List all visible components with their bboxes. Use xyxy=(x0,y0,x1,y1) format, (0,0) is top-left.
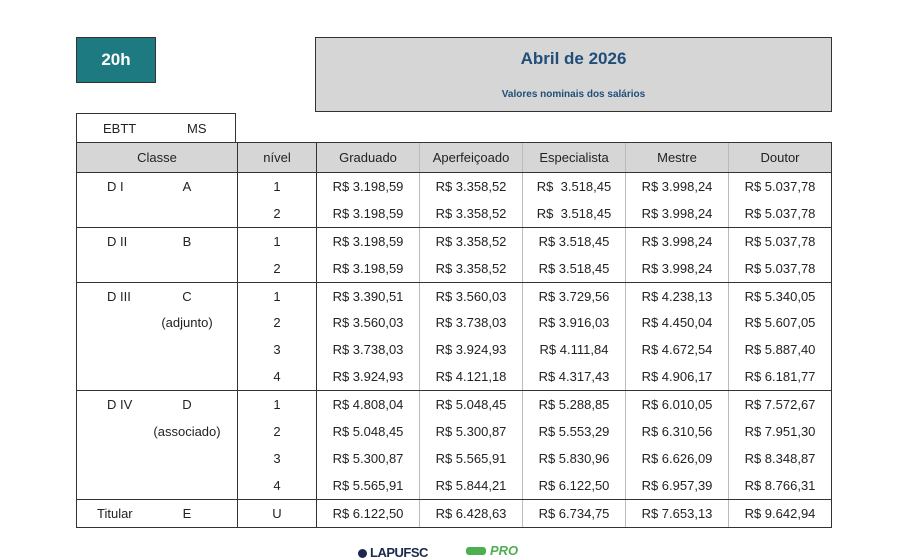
table-row xyxy=(77,309,832,336)
classe-cell xyxy=(77,336,238,363)
salary-cell: R$ 3.518,45 xyxy=(523,200,626,227)
classe-cell xyxy=(77,472,238,499)
salary-cell: R$ 3.198,59 xyxy=(332,178,404,194)
classe-cell xyxy=(77,418,238,445)
nivel-cell: 2 xyxy=(238,200,317,227)
header-level: Graduado xyxy=(317,143,420,173)
salary-cell: R$ 3.358,52 xyxy=(420,255,523,282)
salary-cell: R$ 3.358,52 xyxy=(420,173,523,200)
salary-cell: R$ 5.288,85 xyxy=(523,391,626,418)
salary-cell: R$ 6.181,77 xyxy=(729,363,832,390)
salary-cell: R$ 3.560,03 xyxy=(332,315,404,331)
header-level: Mestre xyxy=(626,143,729,173)
table-body xyxy=(77,173,832,528)
salary-cell: R$ 5.037,78 xyxy=(729,173,832,200)
pro-logo: PRO xyxy=(466,545,544,559)
table-header-row xyxy=(77,143,832,173)
table-row xyxy=(77,472,832,499)
nivel-cell: 1 xyxy=(238,173,317,200)
hours-badge: 20h xyxy=(76,37,156,83)
salary-cell: R$ 3.518,45 xyxy=(523,173,626,200)
logo-dot-icon xyxy=(358,549,367,558)
salary-table xyxy=(76,142,832,528)
salary-cell: R$ 5.300,87 xyxy=(420,418,523,445)
salary-cell: R$ 5.844,21 xyxy=(420,472,523,499)
salary-cell: R$ 5.553,29 xyxy=(523,418,626,445)
table-row xyxy=(77,445,832,472)
salary-cell: R$ 7.572,67 xyxy=(729,391,832,418)
table-row xyxy=(77,391,832,418)
salary-cell: R$ 5.340,05 xyxy=(729,282,832,309)
classe-cell xyxy=(77,309,238,336)
career-ebtt-label: EBTT xyxy=(103,121,137,136)
salary-cell: R$ 6.122,50 xyxy=(317,499,420,527)
nivel-cell: 2 xyxy=(238,255,317,282)
page-title: Abril de 2026 xyxy=(520,49,627,68)
ebtt-class: Titular xyxy=(97,505,133,521)
header-nivel: nível xyxy=(238,143,317,173)
salary-cell: R$ 6.734,75 xyxy=(523,499,626,527)
title-box xyxy=(315,37,832,112)
page-subtitle: Valores nominais dos salários xyxy=(501,89,646,100)
salary-cell: R$ 3.998,24 xyxy=(626,173,729,200)
salary-cell: R$ 3.518,45 xyxy=(523,255,626,282)
salary-cell: R$ 3.518,45 xyxy=(523,227,626,254)
classe-cell xyxy=(77,200,238,227)
salary-cell: R$ 5.037,78 xyxy=(729,200,832,227)
salary-cell: R$ 6.428,63 xyxy=(420,499,523,527)
salary-cell: R$ 5.607,05 xyxy=(729,309,832,336)
logo-bar-icon xyxy=(466,547,486,555)
ms-class: B xyxy=(182,233,192,249)
table-row xyxy=(77,282,832,309)
classe-cell xyxy=(77,363,238,390)
classe-cell xyxy=(77,499,238,527)
ebtt-class: D II xyxy=(107,233,128,249)
salary-cell: R$ 6.010,05 xyxy=(626,391,729,418)
salary-cell: R$ 3.358,52 xyxy=(420,227,523,254)
salary-cell: R$ 3.998,24 xyxy=(626,255,729,282)
classe-cell xyxy=(77,445,238,472)
salary-cell: R$ 4.111,84 xyxy=(523,336,626,363)
ebtt-class: D IV xyxy=(107,397,133,413)
salary-cell: R$ 5.565,91 xyxy=(420,445,523,472)
salary-cell: R$ 3.358,52 xyxy=(420,200,523,227)
table-row xyxy=(77,200,832,227)
nivel-cell: 3 xyxy=(238,336,317,363)
salary-cell: R$ 3.998,24 xyxy=(626,227,729,254)
salary-cell: R$ 5.300,87 xyxy=(332,450,404,466)
table-row xyxy=(77,363,832,390)
header-classe: Classe xyxy=(77,143,238,173)
salary-cell: R$ 4.906,17 xyxy=(626,363,729,390)
table-row xyxy=(77,173,832,200)
salary-cell: R$ 6.122,50 xyxy=(523,472,626,499)
salary-cell: R$ 7.653,13 xyxy=(626,499,729,527)
ms-class: (associado) xyxy=(153,424,221,440)
salary-cell: R$ 7.951,30 xyxy=(729,418,832,445)
table-row xyxy=(77,336,832,363)
classe-cell xyxy=(77,255,238,282)
salary-cell: R$ 5.037,78 xyxy=(729,255,832,282)
salary-cell: R$ 4.808,04 xyxy=(332,397,404,413)
salary-cell: R$ 5.048,45 xyxy=(332,423,404,439)
salary-cell: R$ 4.450,04 xyxy=(626,309,729,336)
nivel-cell: 2 xyxy=(238,418,317,445)
salary-cell: R$ 4.317,43 xyxy=(523,363,626,390)
ms-class: (adjunto) xyxy=(161,315,213,331)
salary-cell: R$ 3.924,93 xyxy=(420,336,523,363)
salary-cell: R$ 3.738,03 xyxy=(420,309,523,336)
salary-cell: R$ 8.348,87 xyxy=(729,445,832,472)
salary-cell: R$ 4.238,13 xyxy=(626,282,729,309)
nivel-cell: 1 xyxy=(238,227,317,254)
nivel-cell: 4 xyxy=(238,363,317,390)
classe-cell xyxy=(77,282,238,309)
salary-cell: R$ 5.565,91 xyxy=(317,472,420,499)
career-labels xyxy=(76,113,236,142)
table-row xyxy=(77,499,832,527)
salary-cell: R$ 3.916,03 xyxy=(523,309,626,336)
classe-cell xyxy=(77,227,238,254)
salary-cell: R$ 6.957,39 xyxy=(626,472,729,499)
salary-cell: R$ 3.198,59 xyxy=(317,255,420,282)
salary-cell: R$ 4.672,54 xyxy=(626,336,729,363)
ms-class: C xyxy=(182,288,192,304)
salary-cell: R$ 4.121,18 xyxy=(420,363,523,390)
nivel-cell: 1 xyxy=(238,391,317,418)
classe-cell xyxy=(77,391,238,418)
header-level: Aperfeiçoado xyxy=(420,143,523,173)
salary-cell: R$ 6.310,56 xyxy=(626,418,729,445)
ms-class: E xyxy=(182,505,192,521)
salary-cell: R$ 8.766,31 xyxy=(729,472,832,499)
salary-cell: R$ 3.998,24 xyxy=(626,200,729,227)
nivel-cell: 2 xyxy=(238,309,317,336)
nivel-cell: U xyxy=(238,499,317,527)
ebtt-class: D III xyxy=(107,288,131,304)
header-level: Doutor xyxy=(729,143,832,173)
footer-logos xyxy=(358,545,548,560)
salary-cell: R$ 5.037,78 xyxy=(729,227,832,254)
salary-cell: R$ 9.642,94 xyxy=(729,499,832,527)
salary-cell: R$ 3.738,03 xyxy=(332,342,404,358)
salary-cell: R$ 3.198,59 xyxy=(332,233,404,249)
ms-class: A xyxy=(182,179,192,194)
salary-cell: R$ 6.626,09 xyxy=(626,445,729,472)
ms-class: D xyxy=(182,397,192,413)
career-ms-label: MS xyxy=(187,121,207,136)
salary-cell: R$ 5.048,45 xyxy=(420,391,523,418)
salary-cell: R$ 3.924,93 xyxy=(317,363,420,390)
table-row xyxy=(77,255,832,282)
salary-cell: R$ 3.390,51 xyxy=(332,288,404,304)
lapufsc-logo: LAPUFSC xyxy=(358,545,428,560)
nivel-cell: 1 xyxy=(238,282,317,309)
nivel-cell: 4 xyxy=(238,472,317,499)
salary-cell: R$ 3.560,03 xyxy=(420,282,523,309)
nivel-cell: 3 xyxy=(238,445,317,472)
table-row xyxy=(77,418,832,445)
salary-cell: R$ 3.198,59 xyxy=(317,200,420,227)
ebtt-class: D I xyxy=(107,179,124,194)
classe-cell xyxy=(77,173,238,200)
salary-cell: R$ 5.887,40 xyxy=(729,336,832,363)
table-row xyxy=(77,227,832,254)
salary-cell: R$ 3.729,56 xyxy=(523,282,626,309)
salary-cell: R$ 5.830,96 xyxy=(523,445,626,472)
header-level: Especialista xyxy=(523,143,626,173)
